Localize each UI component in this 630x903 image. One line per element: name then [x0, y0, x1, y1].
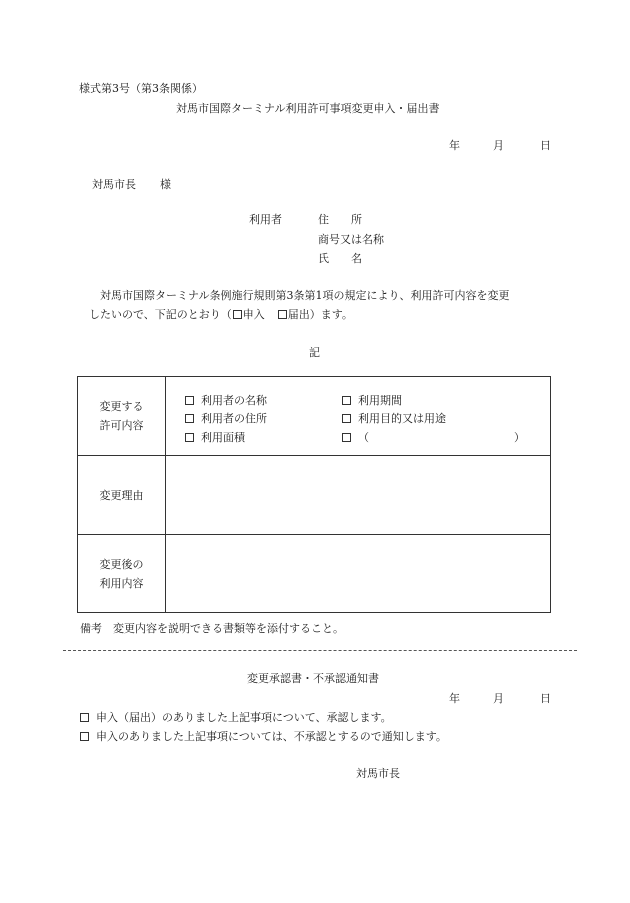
body-line-2-post: ）ます。 [309, 308, 353, 321]
cut-line-divider [63, 650, 577, 651]
option-usage-area[interactable] [185, 429, 245, 445]
change-items-label-line-1: 変更する [99, 400, 144, 413]
document-title: 対馬市国際ターミナル利用許可事項変更申入・届出書 [176, 102, 440, 115]
table-row-change-items [78, 377, 550, 456]
date-year-label: 年 [449, 139, 460, 152]
body-line-2 [89, 306, 353, 322]
option-usage-purpose[interactable] [342, 410, 446, 426]
checkbox[interactable] [342, 414, 351, 423]
new-content-label-line-1: 変更後の [99, 557, 144, 571]
apply-option-label: 申入 [242, 308, 265, 321]
checkbox[interactable] [185, 414, 194, 423]
approve-text: 申入（届出）のありました上記事項について、承認します。 [96, 711, 392, 724]
new-content-field[interactable] [166, 535, 550, 612]
notice-title: 変更承認書・不承認通知書 [247, 672, 379, 685]
form-number: 様式第3号（第3条関係） [79, 82, 203, 95]
notify-option-label: 届出 [287, 308, 310, 321]
option-other[interactable] [342, 429, 369, 445]
address-label: 住 所 [318, 213, 362, 226]
reject-checkbox[interactable] [80, 732, 89, 741]
date-day-label: 日 [540, 139, 551, 152]
change-items-label-line-2: 許可内容 [99, 419, 144, 432]
reject-option[interactable] [80, 728, 447, 744]
notice-date-month-label: 月 [493, 692, 504, 705]
table-row-new-content [78, 535, 550, 612]
checkbox[interactable] [185, 433, 194, 442]
checkbox[interactable] [185, 396, 194, 405]
change-reason-field[interactable] [166, 456, 550, 534]
change-form-table [77, 376, 551, 613]
new-content-label [78, 535, 165, 612]
option-label: 利用者の住所 [201, 412, 267, 425]
new-content-label-line-2: 利用内容 [99, 576, 144, 590]
option-other-close: ） [514, 431, 525, 444]
approve-checkbox[interactable] [80, 713, 89, 722]
option-other-open: （ [358, 431, 369, 444]
remarks: 備考 変更内容を説明できる書類等を添付すること。 [80, 622, 344, 635]
applicant-heading: 利用者 [249, 213, 282, 226]
apply-checkbox[interactable] [233, 310, 242, 319]
change-items-label [78, 377, 165, 455]
notice-signature: 対馬市長 [356, 767, 400, 780]
checkbox[interactable] [342, 396, 351, 405]
option-label: 利用期間 [358, 394, 402, 407]
body-line-1: 対馬市国際ターミナル条例施行規則第3条第1項の規定により、利用許可内容を変更 [100, 289, 510, 302]
business-name-label: 商号又は名称 [318, 233, 384, 246]
notice-date-day-label: 日 [540, 692, 551, 705]
date-month-label: 月 [493, 139, 504, 152]
change-reason-label-text: 変更理由 [99, 488, 144, 502]
option-label: 利用面積 [201, 431, 245, 444]
ki-heading: 記 [309, 346, 320, 359]
name-label: 氏 名 [318, 252, 362, 265]
table-row-change-reason [78, 456, 550, 535]
option-label: 利用目的又は用途 [358, 412, 446, 425]
approve-option[interactable] [80, 709, 392, 725]
checkbox[interactable] [342, 433, 351, 442]
notify-checkbox[interactable] [278, 310, 287, 319]
option-label: 利用者の名称 [201, 394, 267, 407]
notice-date-year-label: 年 [449, 692, 460, 705]
change-reason-label [78, 456, 165, 534]
option-user-address[interactable] [185, 410, 267, 426]
option-user-name[interactable] [185, 392, 267, 408]
addressee-honorific: 様 [160, 178, 171, 191]
reject-text: 申入のありました上記事項については、不承認とするので通知します。 [96, 730, 447, 743]
addressee-name: 対馬市長 [92, 178, 136, 191]
option-usage-period[interactable] [342, 392, 402, 408]
body-line-2-pre: したいので、下記のとおり（ [89, 308, 232, 321]
